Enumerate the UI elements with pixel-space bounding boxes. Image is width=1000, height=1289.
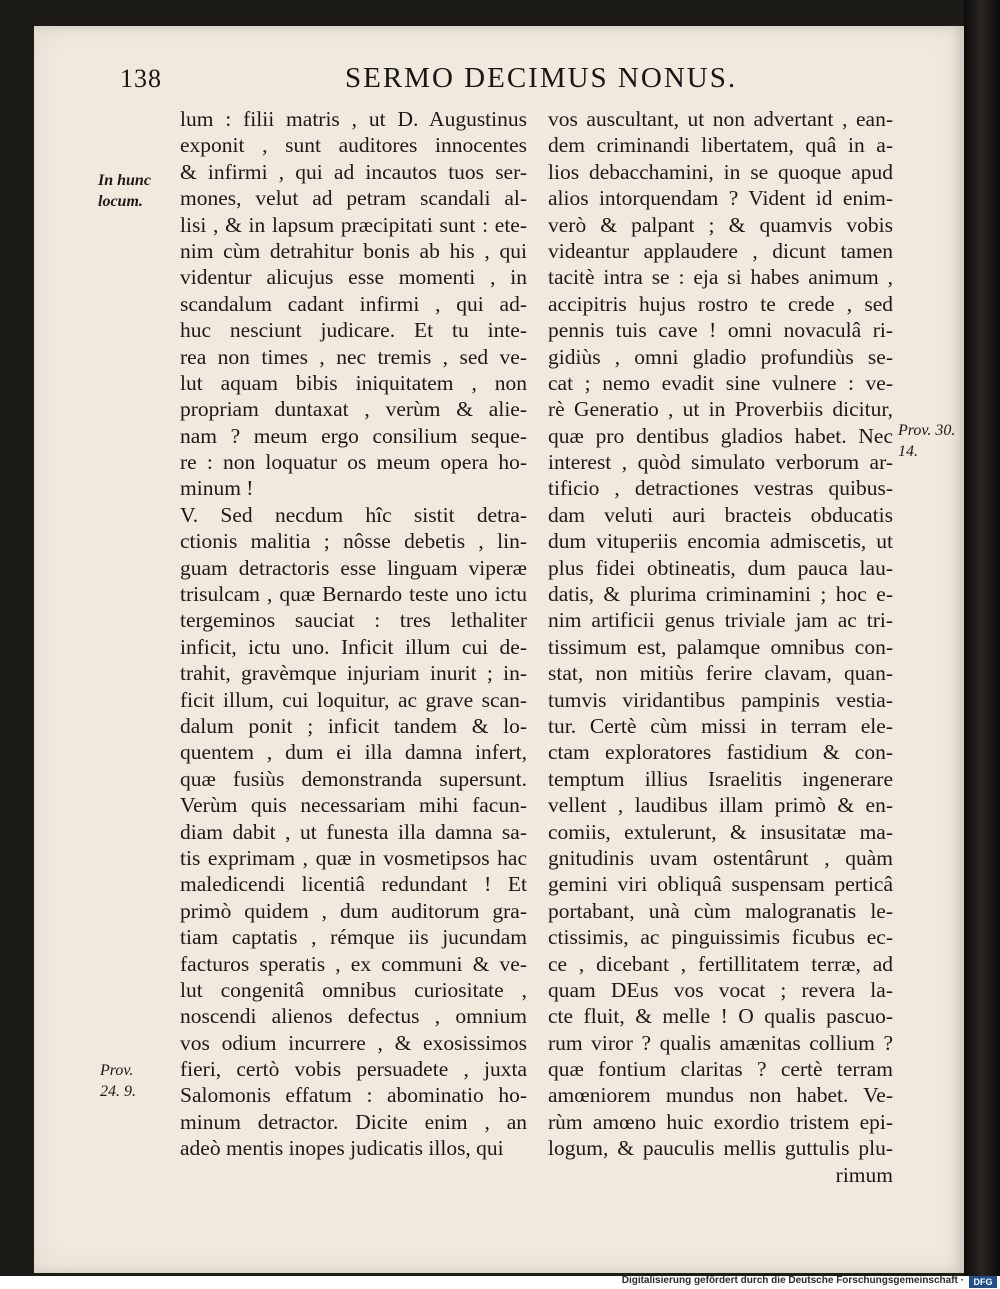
text-line: tumvis viridantibus pampinis vestia- <box>548 687 893 712</box>
text-line: rum viror ? qualis amænitas collium ? <box>548 1030 893 1055</box>
text-line: tur. Certè cùm missi in terram ele- <box>548 713 893 738</box>
margin-note-in-hunc-locum: In hunc locum. <box>98 172 151 210</box>
text-line: dum vituperiis encomia admiscetis, ut <box>548 529 893 554</box>
text-line: ce , dicebant , fertillitatem terræ, ad <box>548 951 893 976</box>
page-number: 138 <box>120 64 162 93</box>
text-line: maledicendi licentiâ redundant ! Et <box>180 872 527 897</box>
text-line: huc nesciunt judicare. Et tu inte- <box>180 318 527 343</box>
text-line: lum : filii matris , ut D. Augustinus <box>180 107 527 131</box>
text-line: nim cùm detrahitur bonis ab his , qui <box>180 238 527 263</box>
text-line: noscendi alienos defectus , omnium <box>180 1004 527 1029</box>
text-line: & infirmi , qui ad incautos tuos ser- <box>180 159 527 184</box>
text-line: facturos speratis , ex communi & ve- <box>180 951 527 976</box>
text-line: cat ; nemo evadit sine vulnere : ve- <box>548 370 893 395</box>
text-line: plus fidei obtineatis, dum pauca lau- <box>548 555 893 580</box>
text-line: comiis, extulerunt, & insusitatæ ma- <box>548 819 893 844</box>
dfg-logo: DFG <box>969 1276 997 1288</box>
text-line: tiam captatis , rémque iis jucundam <box>180 925 527 950</box>
text-line: alios intorquendam ? Vident id enim- <box>548 186 893 211</box>
text-line: quæ fusiùs demonstranda supersunt. <box>180 766 527 791</box>
text-line: lut aquam bibis iniquitatem , non <box>180 370 527 395</box>
text-line: dem criminandi libertatem, quâ in a- <box>548 133 893 158</box>
text-line: re : non loquatur os meum opera ho- <box>180 450 527 475</box>
running-title: SERMO DECIMUS NONUS. <box>345 62 738 94</box>
text-line: dalum ponit ; inficit tandem & lo- <box>180 713 527 738</box>
text-line: fieri, certò vobis persuadete , juxta <box>180 1057 527 1082</box>
text-line: trisulcam , quæ Bernardo teste uno ictu <box>180 582 527 607</box>
text-line: rea non times , nec tremis , sed ve- <box>180 344 527 369</box>
text-line: temptum illius Israelitis ingenerare <box>548 766 893 791</box>
text-line: tacitè intra se : eja si habes animum , <box>548 265 893 290</box>
text-line: gidiùs , omni gladio profundiùs se- <box>548 344 893 369</box>
text-line: quentem , dum ei illa damna infert, <box>180 740 527 765</box>
text-line: nim artificii genus triviale jam ac tri- <box>548 608 893 633</box>
text-line: adeò mentis inopes judicatis illos, qui <box>180 1136 504 1161</box>
margin-note-prov-30-14: Prov. 30. 14. <box>898 422 956 460</box>
text-line: diam dabit , ut funesta illa damna sa- <box>180 819 527 844</box>
text-line: ctissimis, ac pinguissimis ficubus ec- <box>548 925 893 950</box>
text-line: quæ fontium claritas ? certè terram <box>548 1057 893 1082</box>
text-line: inficit, ictu uno. Inficit illum cui de- <box>180 634 527 659</box>
margin-note-prov-24-9: Prov. 24. 9. <box>100 1062 136 1100</box>
text-line: minum detractor. Dicite enim , an <box>180 1109 527 1134</box>
footer-bar <box>0 1276 1000 1289</box>
text-line: verò & palpant ; & quamvis vobis <box>548 212 893 237</box>
text-line: lios debacchamini, in se quoque apud <box>548 159 893 184</box>
text-line: amœniorem mundus non habet. Ve- <box>548 1083 893 1108</box>
text-line: scandalum cadant infirmi , qui ad- <box>180 291 527 316</box>
text-line: lisi , & in lapsum præcipitati sunt : ete- <box>180 212 527 237</box>
text-line: propriam duntaxat , verùm & alie- <box>180 397 527 422</box>
text-line: ctam exploratores fastidium & con- <box>548 740 893 765</box>
text-line: datis, & plurima criminamini ; hoc e- <box>548 582 893 607</box>
text-line: lut congenitâ omnibus curiositate , <box>180 977 527 1002</box>
text-line: rimum <box>835 1162 893 1187</box>
text-line: quam DEus vos vocat ; revera la- <box>548 977 893 1002</box>
text-line: accipitris hujus rostro te crede , sed <box>548 291 893 316</box>
footer-credit: Digitalisierung gefördert durch die Deutsche Forschungsgemeinschaft · <box>621 1275 964 1286</box>
text-line: videantur applaudere , dicunt tamen <box>548 238 893 263</box>
text-line: trahit, gravèmque injuriam inurit ; in- <box>180 661 527 686</box>
text-line: videntur alicujus esse momenti , in <box>180 265 527 290</box>
right-text-column <box>548 106 893 1188</box>
text-line: minum ! <box>180 476 254 501</box>
text-line: tificio , detractiones vestras quibus- <box>548 476 893 501</box>
text-line: dam veluti auri bracteis obducatis <box>548 502 893 527</box>
left-text-column <box>180 106 527 1162</box>
text-line: ctionis malitia ; nôsse debetis , lin- <box>180 529 527 554</box>
text-line: interest , quòd simulato verborum ar- <box>548 450 893 475</box>
text-line: guam detractoris esse linguam viperæ <box>180 555 527 580</box>
text-line: vos odium incurrere , & exosissimos <box>180 1030 527 1055</box>
text-line: mones, velut ad petram scandali al- <box>180 186 527 211</box>
text-line: rè Generatio , ut in Proverbiis dicitur, <box>548 397 893 422</box>
text-line: nam ? meum ergo consilium seque- <box>180 423 527 448</box>
page-header <box>120 64 760 104</box>
text-line: Salomonis effatum : abominatio ho- <box>180 1083 527 1108</box>
text-line: quæ pro dentibus gladios habet. Nec <box>548 423 893 448</box>
text-line: exponit , sunt auditores innocentes <box>180 133 527 158</box>
text-line: rùm amœno huic exordio tristem epi- <box>548 1109 893 1134</box>
text-line: pennis tuis cave ! omni novaculâ ri- <box>548 318 893 343</box>
text-line: vos auscultant, ut non advertant , ean- <box>548 107 893 131</box>
text-line: stat, non mitiùs ferire clavam, quan- <box>548 661 893 686</box>
text-line: tissimum est, palamque omnibus con- <box>548 634 893 659</box>
text-line: V. Sed necdum hîc sistit detra- <box>180 502 527 527</box>
text-line: gemini viri obliquâ suspensam perticâ <box>548 872 893 897</box>
text-line: tergeminos sauciat : tres lethaliter <box>180 608 527 633</box>
text-line: cte fluit, & melle ! O qualis pascuo- <box>548 1004 893 1029</box>
text-line: portabant, unà cùm malogranatis le- <box>548 898 893 923</box>
text-line: Verùm quis necessariam mihi facun- <box>180 793 527 818</box>
text-line: primò quidem , dum auditorum gra- <box>180 898 527 923</box>
text-line: logum, & pauculis mellis guttulis plu- <box>548 1136 893 1161</box>
text-line: gnitudinis uvam ostentârunt , quàm <box>548 845 893 870</box>
text-line: ficit illum, cui loquitur, ac grave scan- <box>180 687 527 712</box>
text-line: vellent , laudibus illam primò & en- <box>548 793 893 818</box>
book-spine <box>964 0 1000 1289</box>
text-line: tis exprimam , quæ in vosmetipsos hac <box>180 845 527 870</box>
